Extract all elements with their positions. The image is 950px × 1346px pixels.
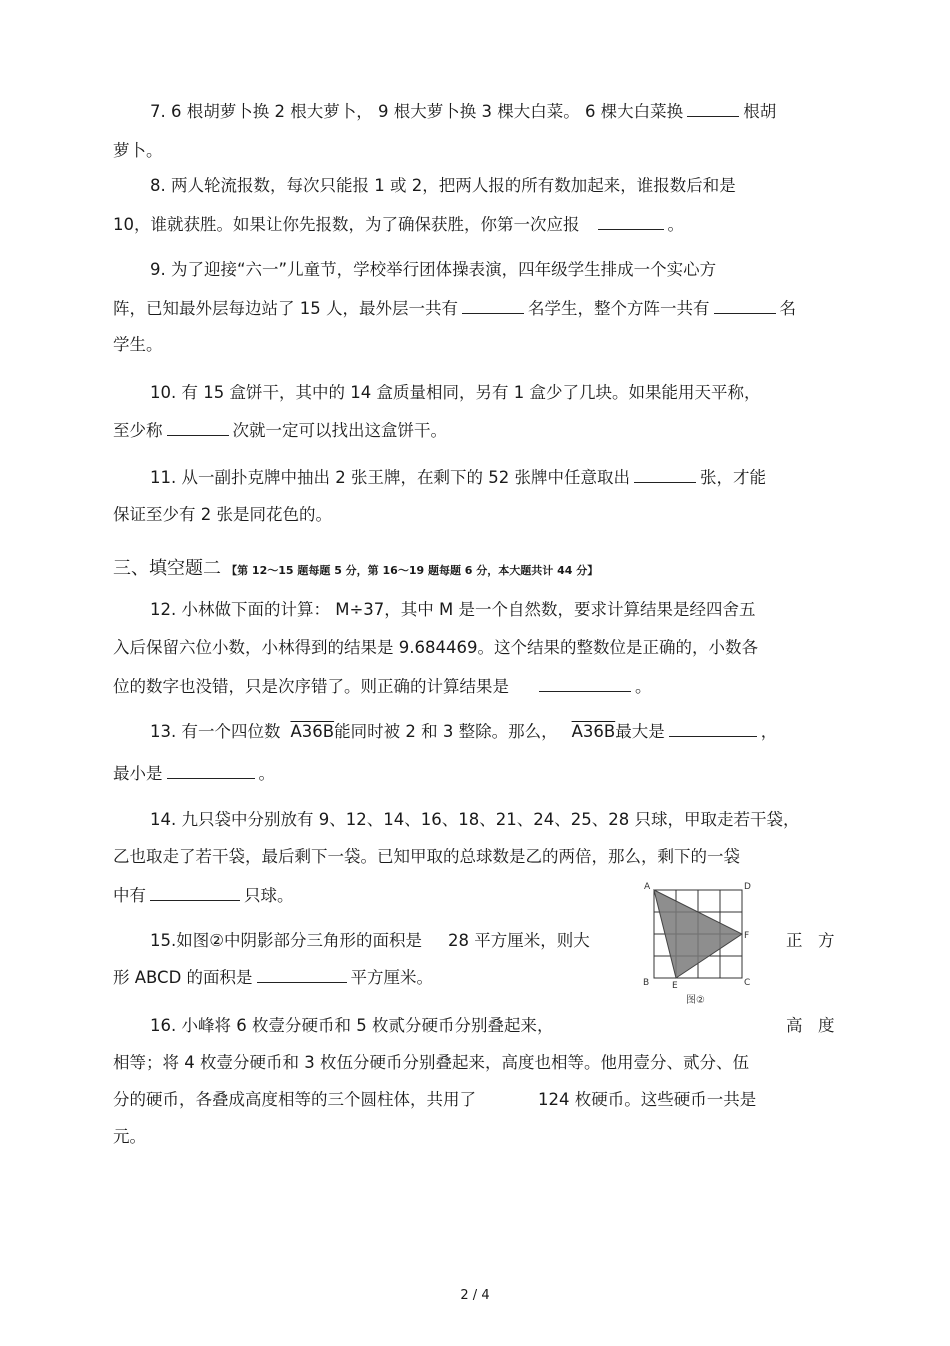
q13-number-2: A36B	[571, 722, 616, 741]
q14-line-3	[113, 884, 294, 907]
q11-text: 11. 从一副扑克牌中抽出 2 张王牌，在剩下的 52 张牌中任意取出	[150, 468, 630, 487]
q15-text-c: 正	[786, 931, 803, 950]
q16-text-b: 高	[786, 1016, 803, 1035]
q15-text-f: 平方厘米。	[350, 968, 434, 987]
q9-line-1: 9. 为了迎接“六一”儿童节，学校举行团体操表演，四年级学生排成一个实心方	[150, 260, 717, 279]
section-3-title: 三、填空题二	[113, 558, 221, 579]
q14-answer-blank[interactable]	[150, 884, 240, 901]
figure-caption: 图②	[686, 995, 705, 1006]
q14-text-a: 中有	[113, 886, 146, 905]
q12-end: 。	[635, 677, 652, 696]
q13-end: 。	[258, 764, 275, 783]
q8-end: 。	[667, 215, 684, 234]
q12-line-3	[113, 675, 652, 698]
section-3-scoring-note: 【第 12～15 题每题 5 分，第 16～19 题每题 6 分，本大题共计 44 分】	[226, 564, 599, 577]
label-d: D	[744, 882, 751, 892]
q13-line-1	[150, 720, 777, 743]
q11-line-1	[150, 466, 766, 489]
page-number: 2 / 4	[460, 1288, 490, 1303]
section-3-header	[113, 554, 598, 580]
q15-line-1	[150, 930, 590, 952]
q8-line-2	[113, 213, 684, 236]
q13-answer-blank-max[interactable]	[669, 720, 757, 737]
q14-line-1: 14. 九只袋中分别放有 9、12、14、16、18、21、24、25、28 只球，甲取走若干袋，	[150, 810, 800, 829]
q8-answer-blank[interactable]	[598, 213, 664, 230]
q15-text-a: 15.如图②中阴影部分三角形的面积是	[150, 931, 423, 950]
q9-line-2	[113, 297, 796, 320]
q7-answer-blank[interactable]	[687, 100, 739, 117]
q12-text: 位的数字也没错，只是次序错了。则正确的计算结果是	[113, 677, 509, 696]
q8-line-1: 8. 两人轮流报数，每次只能报 1 或 2，把两人报的所有数加起来，谁报数后和是	[150, 176, 736, 195]
q11-answer-blank[interactable]	[634, 466, 696, 483]
q10-line-2	[113, 419, 447, 442]
q13-text-c: 最大是	[615, 722, 665, 741]
q13-text-e: 最小是	[113, 764, 163, 783]
q16-line-3	[113, 1089, 756, 1111]
q14-line-2: 乙也取走了若干袋，最后剩下一袋。已知甲取的总球数是乙的两倍，那么，剩下的一袋	[113, 847, 740, 866]
q12-line-2: 入后保留六位小数，小林得到的结果是 9.684469。这个结果的整数位是正确的，小数各	[113, 638, 758, 657]
q9-text-b: 名学生，整个方阵一共有	[528, 299, 710, 318]
label-f: F	[744, 931, 750, 941]
q15-text-b: 28 平方厘米，则大	[448, 931, 590, 950]
q14-text-b: 只球。	[244, 886, 294, 905]
square-abcd-figure	[640, 878, 758, 1008]
q15-line-2	[113, 966, 433, 989]
q9-text-a: 阵，已知最外层每边站了 15 人，最外层一共有	[113, 299, 458, 318]
q16-text-c: 度	[818, 1016, 835, 1035]
q16-line-2: 相等；将 4 枚壹分硬币和 3 枚伍分硬币分别叠起来，高度也相等。他用壹分、贰分、伍	[113, 1053, 749, 1072]
q7-line-2: 萝卜。	[113, 141, 163, 160]
q15-text-d: 方	[818, 931, 835, 950]
label-b: B	[643, 978, 650, 988]
q10-text-b: 次就一定可以找出这盒饼干。	[232, 421, 447, 440]
q7-text: 7. 6 根胡萝卜换 2 根大萝卜， 9 根大萝卜换 3 棵大白菜。 6 棵大白菜换	[150, 102, 684, 121]
q16-line-4: 元。	[113, 1127, 146, 1146]
label-c: C	[744, 978, 751, 988]
q10-answer-blank[interactable]	[167, 419, 229, 436]
q9-text-c: 名	[779, 299, 796, 318]
q16-line-1: 16. 小峰将 6 枚壹分硬币和 5 枚贰分硬币分别叠起来，	[150, 1016, 554, 1035]
q9-answer-blank-1[interactable]	[462, 297, 524, 314]
q13-text-b: 能同时被 2 和 3 整除。那么，	[334, 722, 558, 741]
q7-text-tail: 根胡	[743, 102, 777, 121]
q9-answer-blank-2[interactable]	[714, 297, 776, 314]
q7-line-1	[150, 100, 776, 123]
q10-text-a: 至少称	[113, 421, 163, 440]
q16-text-e: 124 枚硬币。这些硬币一共是	[538, 1090, 757, 1109]
q15-text-e: 形 ABCD 的面积是	[113, 968, 253, 987]
q12-answer-blank[interactable]	[539, 675, 631, 692]
q13-line-2	[113, 762, 275, 785]
q16-text-d: 分的硬币，各叠成高度相等的三个圆柱体，共用了	[113, 1090, 476, 1109]
q13-text-a: 13. 有一个四位数	[150, 722, 281, 741]
label-a: A	[644, 882, 651, 892]
label-e: E	[672, 981, 678, 991]
square-grid-diagram	[640, 878, 758, 1008]
q9-line-3: 学生。	[113, 335, 163, 354]
q11-text-tail: 张，才能	[699, 468, 766, 487]
q11-line-2: 保证至少有 2 张是同花色的。	[113, 505, 332, 524]
q8-text: 10，谁就获胜。如果让你先报数，为了确保获胜，你第一次应报	[113, 215, 580, 234]
q13-answer-blank-min[interactable]	[167, 762, 255, 779]
q12-line-1: 12. 小林做下面的计算： M÷37，其中 M 是一个自然数，要求计算结果是经四舍五	[150, 600, 756, 619]
q15-answer-blank[interactable]	[257, 966, 347, 983]
q13-number-1: A36B	[290, 722, 335, 741]
q10-line-1: 10. 有 15 盒饼干，其中的 14 盒质量相同，另有 1 盒少了几块。如果能用天平称，	[150, 383, 761, 402]
q13-text-d: ，	[760, 722, 778, 741]
